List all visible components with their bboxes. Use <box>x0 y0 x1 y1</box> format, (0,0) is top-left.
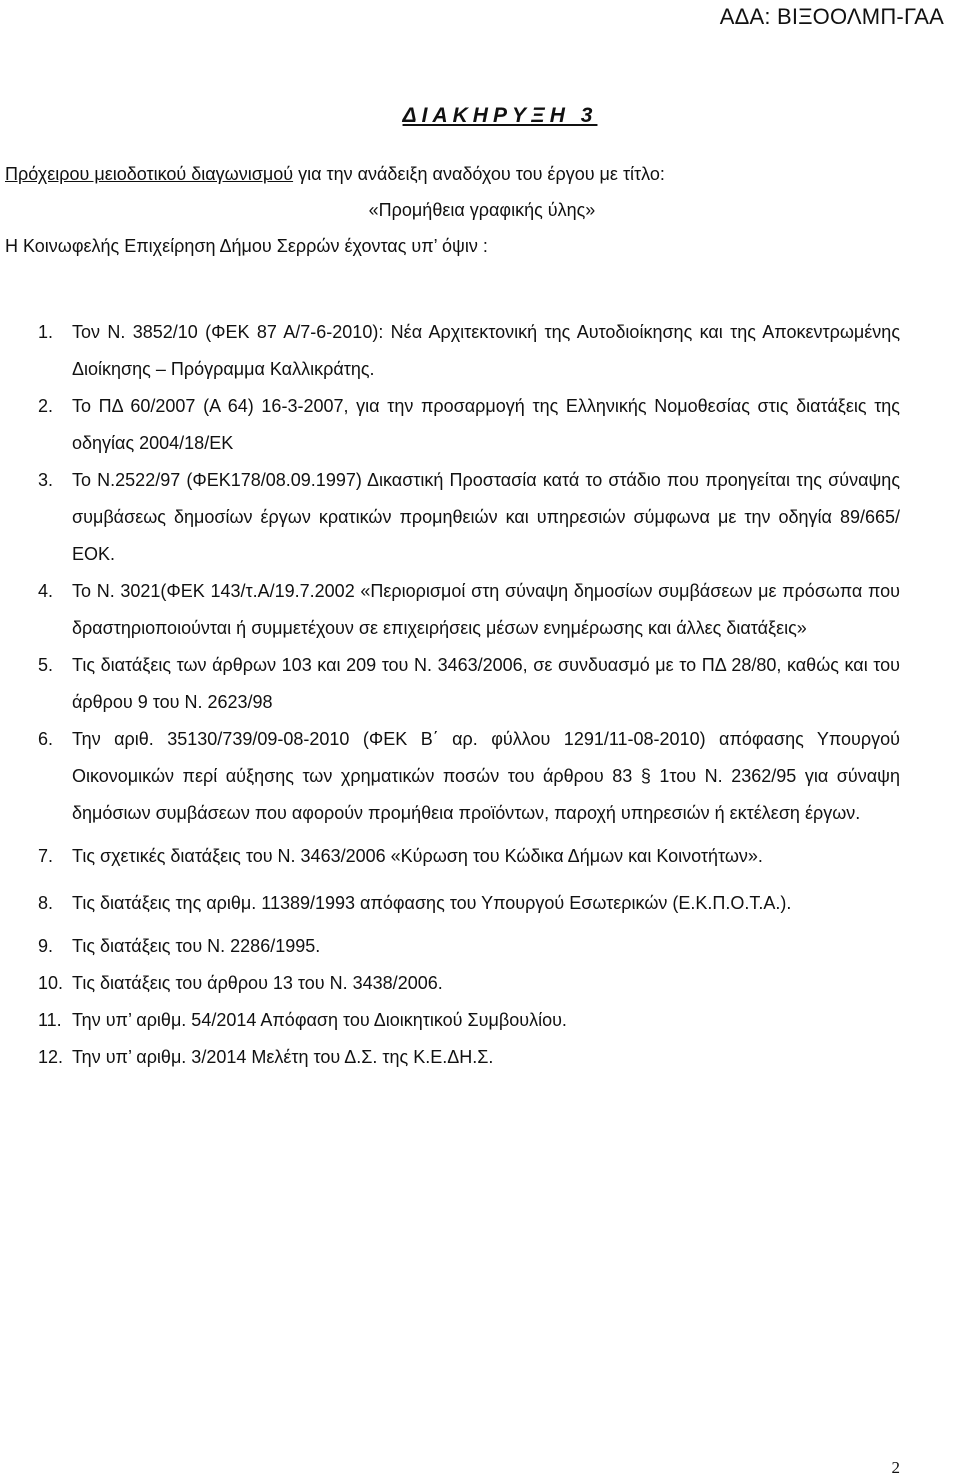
list-item <box>38 1002 900 1039</box>
list-item-number: 10. <box>38 973 64 993</box>
list-item-text: Τον Ν. 3852/10 (ΦΕΚ 87 Α/7-6-2010): Νέα Αρχιτεκτονική της Αυτοδιοίκησης και της Αποκεντρωμένης Διοίκησης – Πρόγραμμα Καλλικράτης. <box>72 322 900 379</box>
list-item <box>38 965 900 1002</box>
list-item <box>38 1039 900 1076</box>
ada-code: ΑΔΑ: ΒΙΞΟΟΛΜΠ-ΓΑΑ <box>719 4 944 29</box>
intro-line-3: Η Κοινωφελής Επιχείρηση Δήμου Σερρών έχοντας υπ’ όψιν : <box>5 236 488 256</box>
list-item-text: Τις διατάξεις της αριθμ. 11389/1993 απόφασης του Υπουργού Εσωτερικών (Ε.Κ.Π.Ο.Τ.Α.). <box>72 893 792 913</box>
list-item <box>38 838 900 875</box>
list-item <box>38 721 900 832</box>
list-item-number: 12. <box>38 1047 64 1067</box>
list-item-number: 3. <box>38 470 54 490</box>
list-item <box>38 462 900 573</box>
intro-line-1-rest: για την ανάδειξη αναδόχου του έργου με τίτλο: <box>293 164 665 184</box>
list-item-text: Το ΠΔ 60/2007 (Α 64) 16-3-2007, για την προσαρμογή της Ελληνικής Νομοθεσίας στις διατάξεις της οδηγίας 2004/18/ΕΚ <box>72 396 900 453</box>
project-title: «Προμήθεια γραφικής ύλης» <box>368 200 596 220</box>
list-item <box>38 928 900 965</box>
list-item-text: Την υπ’ αριθμ. 3/2014 Μελέτη του Δ.Σ. της Κ.Ε.ΔΗ.Σ. <box>72 1047 494 1067</box>
list-item-number: 4. <box>38 581 54 601</box>
list-item-text: Τις σχετικές διατάξεις του Ν. 3463/2006 «Κύρωση του Κώδικα Δήμων και Κοινοτήτων». <box>72 846 763 866</box>
page-number: 2 <box>891 1458 900 1477</box>
intro-line-1 <box>5 162 955 198</box>
list-item-number: 2. <box>38 396 54 416</box>
list-item-number: 1. <box>38 322 54 342</box>
list-item-text: Τις διατάξεις του άρθρου 13 του Ν. 3438/2006. <box>72 973 443 993</box>
list-item-number: 11. <box>38 1010 62 1030</box>
list-item-text: Το Ν.2522/97 (ΦΕΚ178/08.09.1997) Δικαστική Προστασία κατά το στάδιο που προηγείται της σύναψης συμβάσεως δημοσίων έργων κρατικών προμηθειών και υπηρεσιών σύμφωνα με την οδηγία 89/665/ΕΟΚ. <box>72 470 900 564</box>
list-item <box>38 647 900 721</box>
legal-basis-list <box>38 314 900 1076</box>
document-heading: ΔΙΑΚΗΡΥΞΗ 3 <box>402 104 598 127</box>
list-item-number: 8. <box>38 893 54 913</box>
list-item-number: 5. <box>38 655 54 675</box>
list-item-text: Τις διατάξεις του Ν. 2286/1995. <box>72 936 321 956</box>
list-item-text: Την αριθ. 35130/739/09-08-2010 (ΦΕΚ Β΄ αρ. φύλλου 1291/11-08-2010) απόφασης Υπουργού Οικονομικών περί αύξησης των χρηματικών ποσών του άρθρου 83 § 1του Ν. 2362/95 για σύναψη δημόσιων συμβάσεων που αφορούν προμήθεια προϊόντων, παροχή υπηρεσιών ή εκτέλεση έργων. <box>72 729 900 823</box>
list-item-number: 7. <box>38 846 54 866</box>
list-item <box>38 885 900 922</box>
intro-section <box>5 162 955 270</box>
list-item <box>38 388 900 462</box>
list-item-text: Το Ν. 3021(ΦΕΚ 143/τ.Α/19.7.2002 «Περιορισμοί στη σύναψη δημοσίων συμβάσεων με πρόσωπα που δραστηριοποιούνται ή συμμετέχουν σε επιχειρήσεις μέσων ενημέρωσης και άλλες διατάξεις» <box>72 581 900 638</box>
list-item-number: 6. <box>38 729 54 749</box>
list-item-number: 9. <box>38 936 54 956</box>
procedure-type: Πρόχειρου μειοδοτικού διαγωνισμού <box>5 164 294 184</box>
list-item-text: Τις διατάξεις των άρθρων 103 και 209 του Ν. 3463/2006, σε συνδυασμό με το ΠΔ 28/80, καθώς και του άρθρου 9 του Ν. 2623/98 <box>72 655 900 712</box>
list-item <box>38 314 900 388</box>
list-item-text: Την υπ’ αριθμ. 54/2014 Απόφαση του Διοικητικού Συμβουλίου. <box>72 1010 567 1030</box>
list-item <box>38 573 900 647</box>
